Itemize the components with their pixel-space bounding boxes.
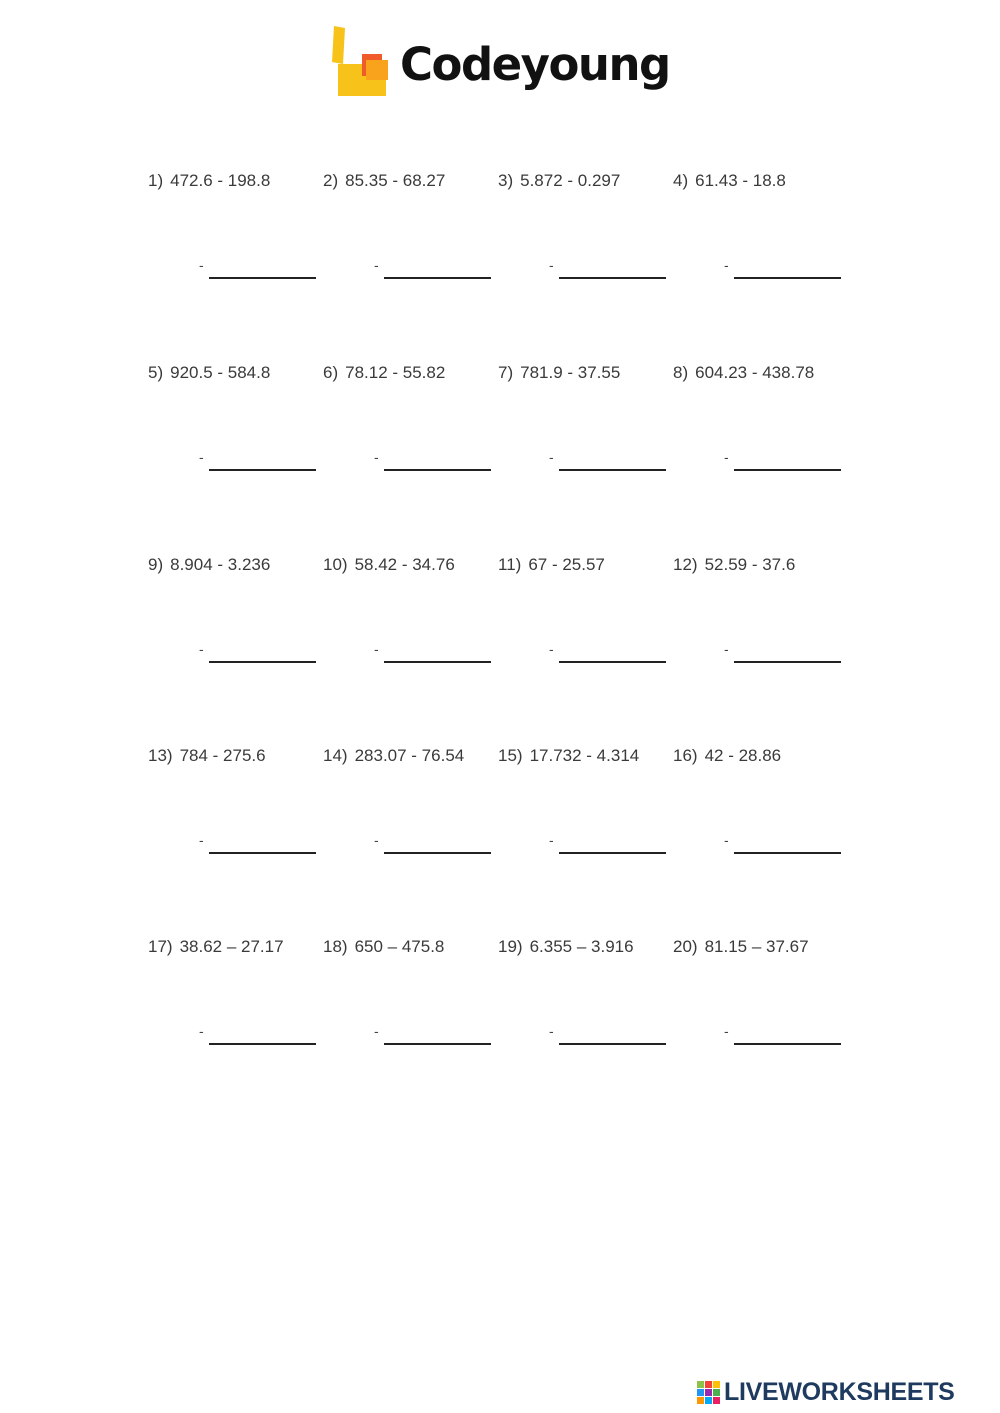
- answer-line[interactable]: [734, 661, 841, 663]
- problem-3: [498, 172, 620, 189]
- minus-marker: -: [374, 832, 379, 848]
- answer-blank-6[interactable]: [374, 450, 504, 480]
- problem-16: [673, 747, 781, 764]
- minus-marker: -: [724, 257, 729, 273]
- problem-number: 16): [673, 746, 698, 765]
- problem-number: 17): [148, 937, 173, 956]
- minus-marker: -: [374, 449, 379, 465]
- answer-blank-4[interactable]: [724, 258, 854, 288]
- problem-expression: 781.9 - 37.55: [520, 363, 621, 382]
- answer-line[interactable]: [559, 661, 666, 663]
- answer-blank-2[interactable]: [374, 258, 504, 288]
- problem-number: 14): [323, 746, 348, 765]
- problem-expression: 42 - 28.86: [704, 746, 782, 765]
- problem-2: [323, 172, 445, 189]
- answer-line[interactable]: [209, 852, 316, 854]
- answer-line[interactable]: [209, 661, 316, 663]
- answer-blank-10[interactable]: [374, 642, 504, 672]
- answer-line[interactable]: [559, 852, 666, 854]
- answer-line[interactable]: [384, 661, 491, 663]
- answer-blank-1[interactable]: [199, 258, 329, 288]
- answer-line[interactable]: [384, 277, 491, 279]
- liveworksheets-watermark: [697, 1378, 997, 1408]
- minus-marker: -: [199, 641, 204, 657]
- problem-number: 6): [323, 363, 339, 382]
- problem-expression: 6.355 – 3.916: [529, 937, 634, 956]
- answer-line[interactable]: [734, 852, 841, 854]
- problem-number: 15): [498, 746, 523, 765]
- answer-blank-14[interactable]: [374, 833, 504, 863]
- codeyoung-logo-icon: [330, 24, 390, 100]
- codeyoung-logo: [330, 24, 675, 108]
- problem-expression: 283.07 - 76.54: [354, 746, 465, 765]
- problem-17: [148, 938, 284, 955]
- minus-marker: -: [199, 257, 204, 273]
- answer-blank-3[interactable]: [549, 258, 679, 288]
- problem-expression: 61.43 - 18.8: [695, 171, 786, 190]
- problem-7: [498, 364, 620, 381]
- answer-line[interactable]: [559, 277, 666, 279]
- answer-line[interactable]: [734, 1043, 841, 1045]
- answer-blank-20[interactable]: [724, 1024, 854, 1054]
- problem-expression: 650 – 475.8: [354, 937, 445, 956]
- minus-marker: -: [724, 641, 729, 657]
- answer-blank-18[interactable]: [374, 1024, 504, 1054]
- answer-blank-16[interactable]: [724, 833, 854, 863]
- problem-13: [148, 747, 266, 764]
- answer-line[interactable]: [559, 1043, 666, 1045]
- minus-marker: -: [374, 641, 379, 657]
- problem-11: [498, 556, 605, 573]
- minus-marker: -: [199, 449, 204, 465]
- watermark-text: LIVEWORKSHEETS: [724, 1378, 955, 1406]
- problem-number: 2): [323, 171, 339, 190]
- problem-number: 5): [148, 363, 164, 382]
- problem-expression: 81.15 – 37.67: [704, 937, 809, 956]
- problem-20: [673, 938, 809, 955]
- minus-marker: -: [374, 1023, 379, 1039]
- answer-blank-9[interactable]: [199, 642, 329, 672]
- problem-18: [323, 938, 444, 955]
- problem-number: 10): [323, 555, 348, 574]
- problem-expression: 85.35 - 68.27: [345, 171, 446, 190]
- answer-blank-15[interactable]: [549, 833, 679, 863]
- problem-number: 11): [498, 555, 522, 574]
- problem-number: 19): [498, 937, 523, 956]
- minus-marker: -: [724, 1023, 729, 1039]
- problem-5: [148, 364, 270, 381]
- minus-marker: -: [724, 449, 729, 465]
- problem-10: [323, 556, 455, 573]
- minus-marker: -: [549, 1023, 554, 1039]
- problem-expression: 52.59 - 37.6: [704, 555, 796, 574]
- problem-number: 13): [148, 746, 173, 765]
- problem-number: 8): [673, 363, 689, 382]
- problem-number: 7): [498, 363, 514, 382]
- problem-12: [673, 556, 795, 573]
- minus-marker: -: [549, 257, 554, 273]
- answer-line[interactable]: [559, 469, 666, 471]
- minus-marker: -: [374, 257, 379, 273]
- answer-blank-12[interactable]: [724, 642, 854, 672]
- minus-marker: -: [199, 1023, 204, 1039]
- answer-line[interactable]: [384, 1043, 491, 1045]
- problem-15: [498, 747, 639, 764]
- problem-expression: 920.5 - 584.8: [170, 363, 271, 382]
- answer-blank-13[interactable]: [199, 833, 329, 863]
- problem-1: [148, 172, 270, 189]
- problem-expression: 604.23 - 438.78: [695, 363, 815, 382]
- problem-expression: 78.12 - 55.82: [345, 363, 446, 382]
- problem-8: [673, 364, 814, 381]
- problem-expression: 784 - 275.6: [179, 746, 266, 765]
- answer-line[interactable]: [209, 1043, 316, 1045]
- problem-expression: 58.42 - 34.76: [354, 555, 455, 574]
- minus-marker: -: [724, 832, 729, 848]
- problem-expression: 5.872 - 0.297: [520, 171, 621, 190]
- problem-14: [323, 747, 464, 764]
- problem-number: 3): [498, 171, 514, 190]
- answer-line[interactable]: [734, 277, 841, 279]
- answer-line[interactable]: [209, 277, 316, 279]
- minus-marker: -: [549, 641, 554, 657]
- minus-marker: -: [549, 832, 554, 848]
- problem-expression: 17.732 - 4.314: [529, 746, 640, 765]
- problem-4: [673, 172, 786, 189]
- problem-number: 4): [673, 171, 689, 190]
- answer-blank-8[interactable]: [724, 450, 854, 480]
- problem-expression: 38.62 – 27.17: [179, 937, 284, 956]
- problem-9: [148, 556, 270, 573]
- answer-blank-19[interactable]: [549, 1024, 679, 1054]
- problem-number: 9): [148, 555, 164, 574]
- problem-expression: 472.6 - 198.8: [170, 171, 271, 190]
- answer-line[interactable]: [734, 469, 841, 471]
- liveworksheets-logo-icon: [697, 1381, 721, 1405]
- problem-expression: 8.904 - 3.236: [170, 555, 271, 574]
- answer-line[interactable]: [209, 469, 316, 471]
- answer-line[interactable]: [384, 852, 491, 854]
- problem-6: [323, 364, 445, 381]
- problem-number: 1): [148, 171, 164, 190]
- minus-marker: -: [199, 832, 204, 848]
- minus-marker: -: [549, 449, 554, 465]
- brand-name: Codeyoung: [400, 38, 670, 91]
- answer-blank-7[interactable]: [549, 450, 679, 480]
- problem-19: [498, 938, 634, 955]
- problem-number: 12): [673, 555, 698, 574]
- answer-blank-11[interactable]: [549, 642, 679, 672]
- problem-number: 20): [673, 937, 698, 956]
- answer-blank-17[interactable]: [199, 1024, 329, 1054]
- problem-number: 18): [323, 937, 348, 956]
- answer-line[interactable]: [384, 469, 491, 471]
- problem-expression: 67 - 25.57: [528, 555, 605, 574]
- answer-blank-5[interactable]: [199, 450, 329, 480]
